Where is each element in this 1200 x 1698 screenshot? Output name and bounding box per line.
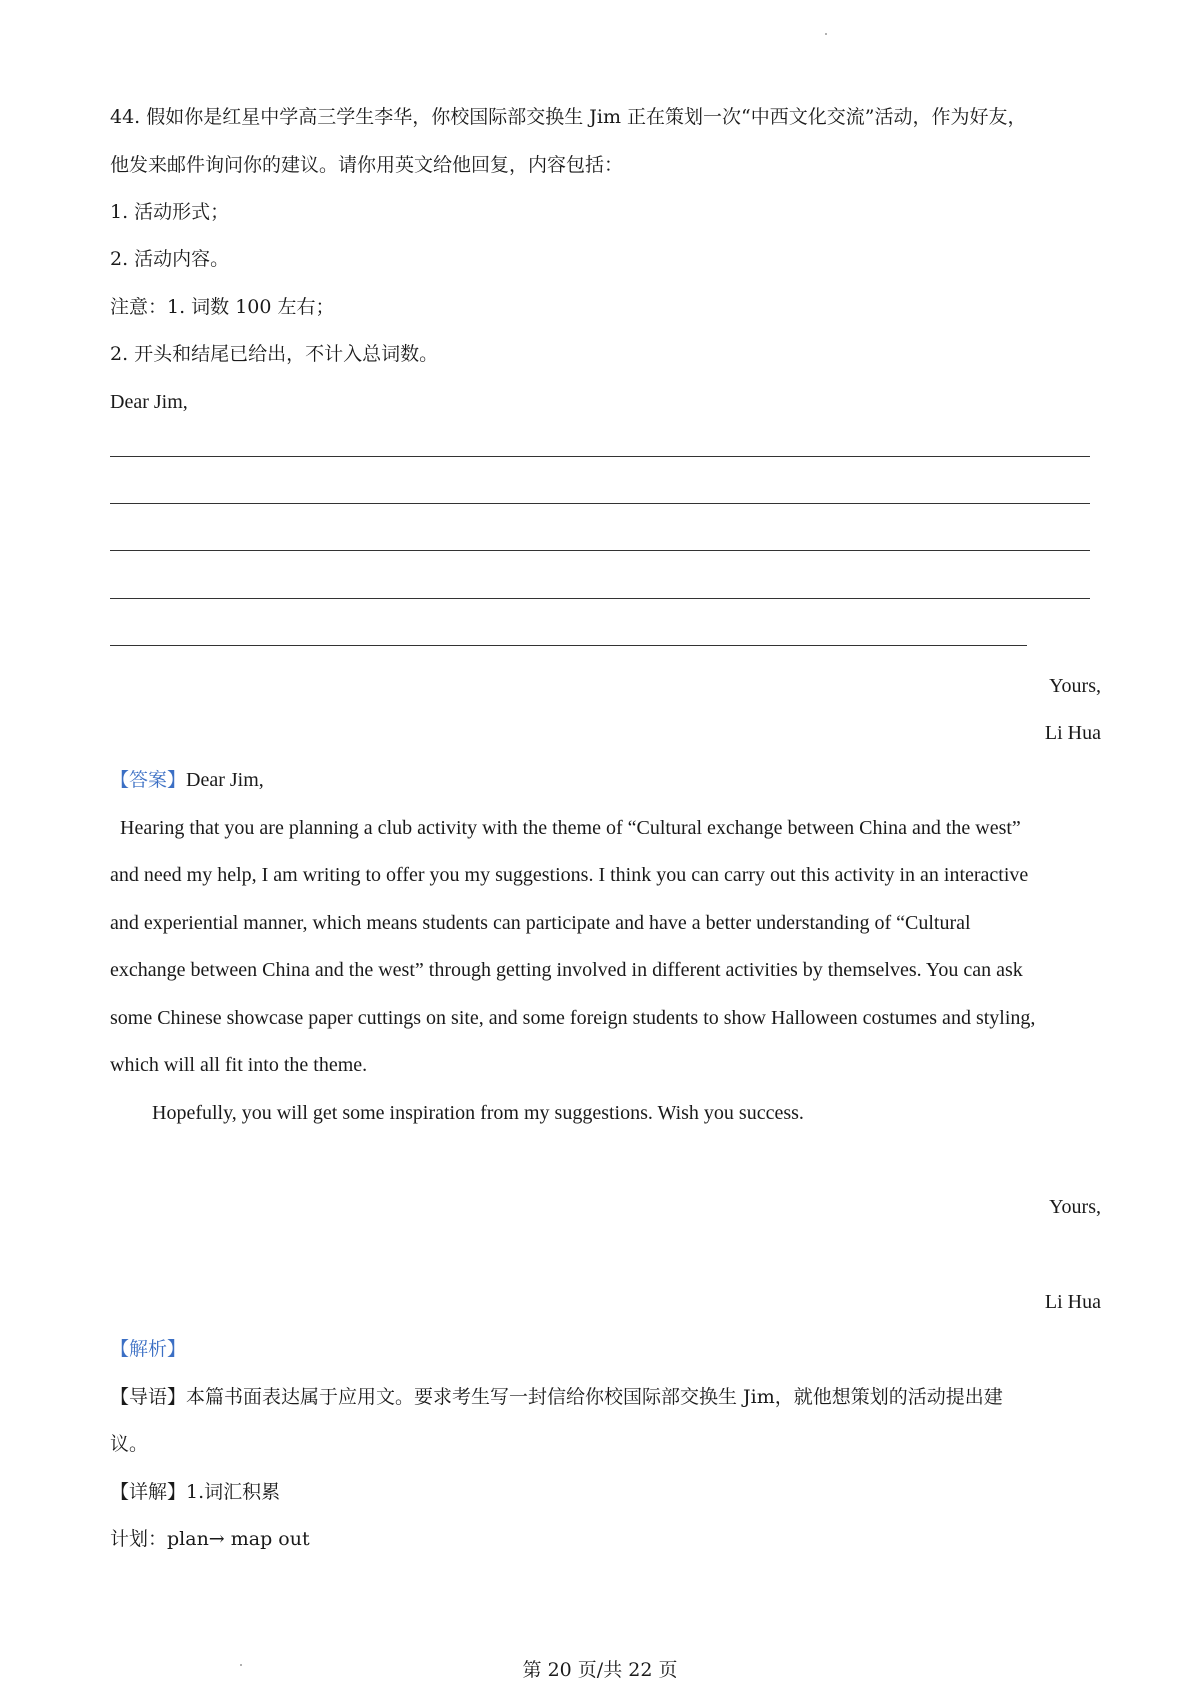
guide-label: 【导语】	[110, 1386, 187, 1408]
question-closing: Yours,	[1049, 675, 1101, 697]
writing-line	[110, 550, 1090, 551]
detail-label: 【详解】	[110, 1481, 187, 1503]
answer-label: 【答案】	[110, 769, 187, 791]
question-item-1: 1. 活动形式；	[110, 201, 230, 223]
question-line-1: 44. 假如你是红星中学高三学生李华，你校国际部交换生 Jim 正在策划一次“中西文化交流”活动，作为好友，	[110, 106, 1027, 128]
writing-line	[110, 598, 1090, 599]
answer-para1-line: and experiential manner, which means students can participate and have a better understanding of “Cultural	[110, 912, 971, 934]
answer-para1-line: and need my help, I am writing to offer you my suggestions. I think you can carry out this activity in an interactive	[110, 864, 1029, 886]
page-number: 第 20 页/共 22 页	[522, 1659, 678, 1681]
answer-greeting: Dear Jim,	[186, 769, 264, 791]
guide-text: 本篇书面表达属于应用文。要求考生写一封信给你校国际部交换生 Jim，就他想策划的活动提出建	[186, 1386, 1003, 1408]
detail-text: 1.词汇积累	[186, 1481, 281, 1503]
analysis-label: 【解析】	[110, 1338, 187, 1360]
guide-line-1	[110, 1384, 1003, 1410]
question-signature: Li Hua	[1044, 722, 1101, 744]
answer-para2: Hopefully, you will get some inspiration from my suggestions. Wish you success.	[152, 1102, 804, 1124]
scan-dot	[825, 33, 827, 35]
question-greeting: Dear Jim,	[110, 391, 188, 413]
guide-line-2: 议。	[110, 1433, 149, 1455]
answer-para1-line: Hearing that you are planning a club activity with the theme of “Cultural exchange between China and the west”	[120, 817, 1021, 839]
answer-para1-line: exchange between China and the west” through getting involved in different activities by themselves. You can ask	[110, 959, 1023, 981]
answer-signature: Li Hua	[1044, 1291, 1101, 1313]
answer-para1-line: which will all fit into the theme.	[110, 1054, 368, 1076]
vocab-line: 计划：plan→ map out	[110, 1528, 310, 1550]
question-item-2: 2. 活动内容。	[110, 248, 230, 270]
writing-line	[110, 456, 1090, 457]
answer-heading	[110, 767, 264, 793]
answer-closing: Yours,	[1049, 1196, 1101, 1218]
answer-para1-line: some Chinese showcase paper cuttings on site, and some foreign students to show Halloween costumes and styling,	[110, 1007, 1036, 1029]
writing-line	[110, 503, 1090, 504]
question-note-2: 2. 开头和结尾已给出，不计入总词数。	[110, 343, 439, 365]
writing-line	[110, 645, 1027, 646]
question-line-2: 他发来邮件询问你的建议。请你用英文给他回复，内容包括：	[110, 154, 624, 176]
detail-line	[110, 1479, 280, 1505]
question-note-1: 注意：1. 词数 100 左右；	[110, 296, 335, 318]
